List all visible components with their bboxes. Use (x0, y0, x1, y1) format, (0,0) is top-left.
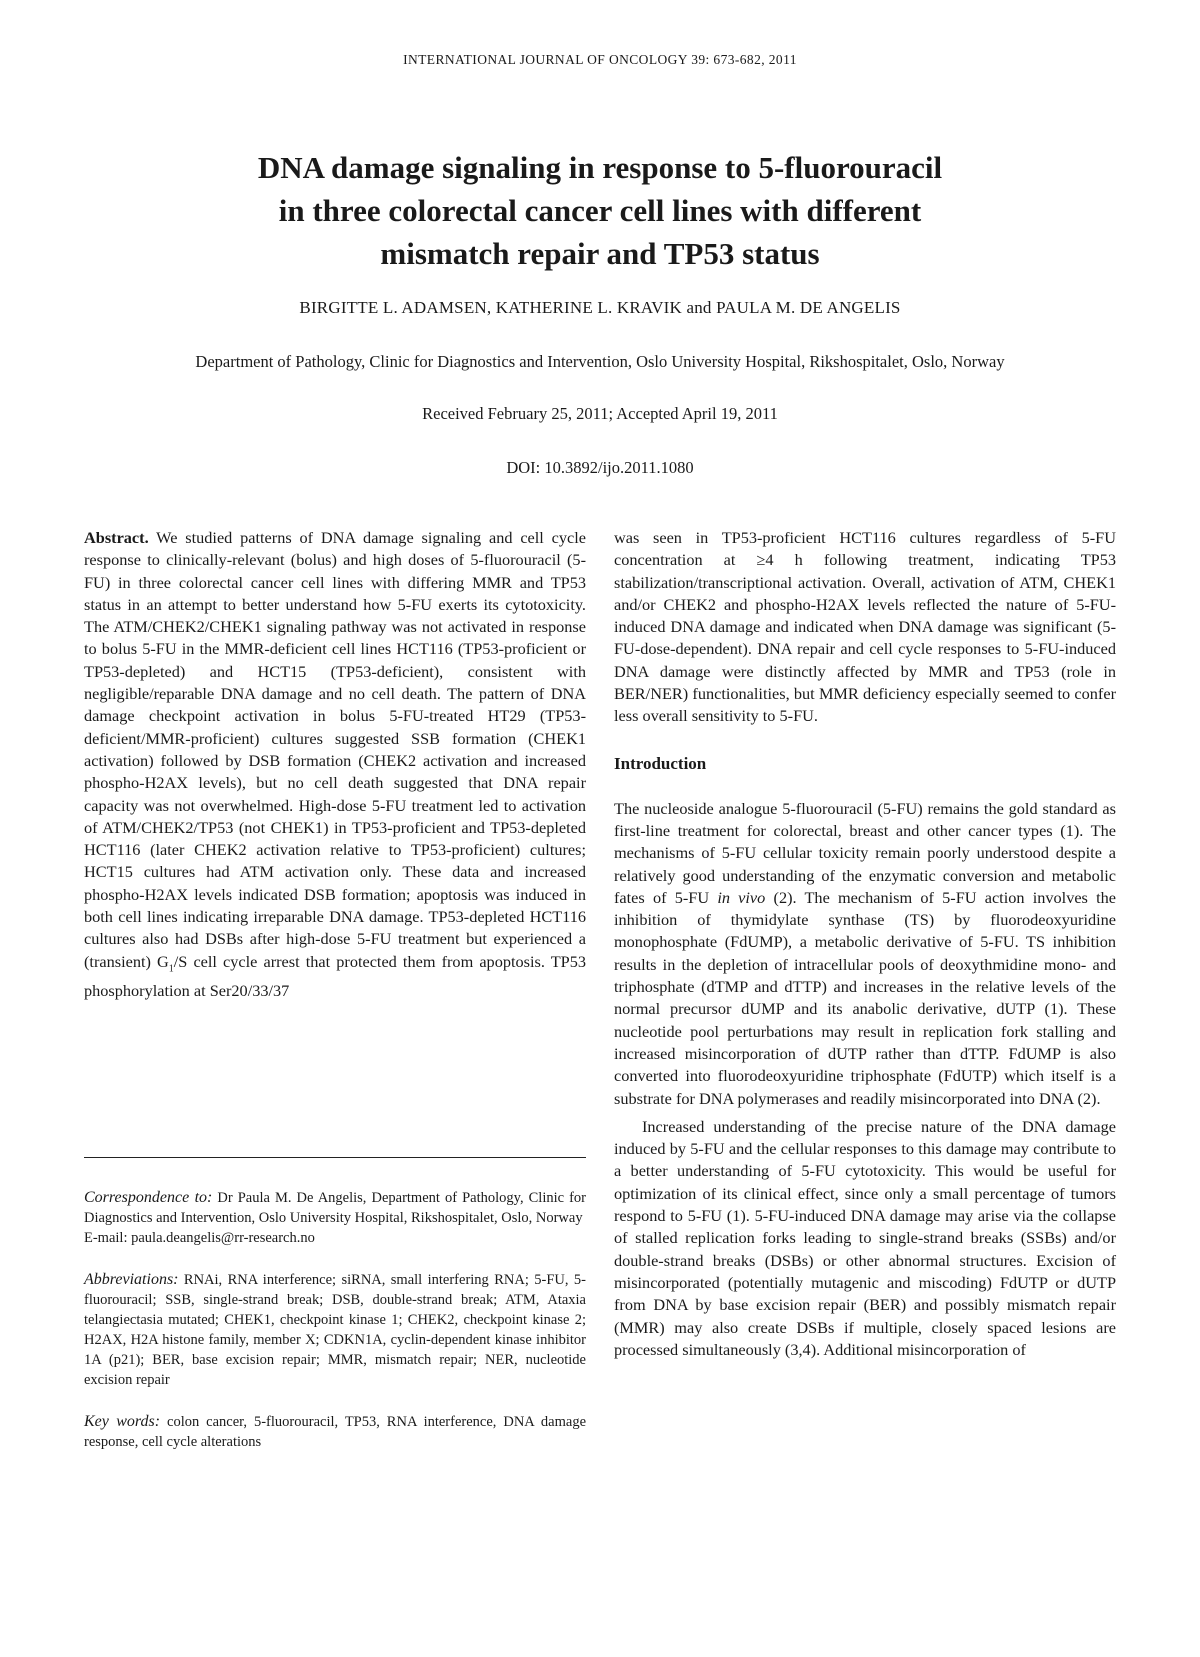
abstract-text-part2: /S cell cycle arrest that protected them from apoptosis. TP53 phosphorylation at Ser20/33/37 (84, 951, 586, 1001)
correspondence-label: Correspondence to: (84, 1189, 213, 1206)
footnote-divider (84, 1157, 586, 1158)
keywords-label: Key words: (84, 1413, 161, 1430)
right-column (614, 527, 1116, 1361)
journal-header: INTERNATIONAL JOURNAL OF ONCOLOGY 39: 673-682, 2011 (403, 52, 797, 67)
intro-text-a: The nucleoside analogue 5-fluorouracil (5-FU) remains the gold standard as first-line treatment for colorectal, breast and other cancer types (1). The mechanisms of 5-FU cellular toxicity remain poorly understood despite a relatively good understanding of the enzymatic conversion and metabolic fates of 5-FU (614, 798, 1116, 907)
title-line: mismatch repair and TP53 status (380, 236, 820, 271)
title-line: in three colorectal cancer cell lines with different (278, 193, 922, 228)
g1-subscript: 1 (168, 962, 174, 974)
abstract (84, 527, 586, 1002)
abbreviations-label: Abbreviations: (84, 1271, 179, 1288)
correspondence-email: E-mail: paula.deangelis@rr-research.no (84, 1230, 315, 1246)
received-dates: Received February 25, 2011; Accepted April 19, 2011 (422, 404, 778, 423)
introduction-paragraph-1 (614, 798, 1116, 1110)
correspondence-note (84, 1188, 586, 1248)
abstract-continuation: was seen in TP53-proficient HCT116 cultures regardless of 5-FU concentration at ≥4 h following treatment, indicating TP53 stabilization/transcriptional activation. Overall, activation of ATM, CHEK1 and/or CHEK2 and phospho-H2AX levels reflected the nature of 5-FU-induced DNA damage and indicated when DNA damage was significant (5-FU-dose-dependent). DNA repair and cell cycle responses to 5-FU-induced DNA damage were distinctly affected by MMR and TP53 (role in BER/NER) functionalities, but MMR deficiency especially seemed to confer less overall sensitivity to 5-FU. (614, 528, 1116, 726)
abbreviations-note (84, 1270, 586, 1390)
footnotes (84, 1188, 586, 1452)
correspondence-text: Dr Paula M. De Angelis, Department of Pathology, Clinic for Diagnostics and Intervention, Oslo University Hospital, Rikshospitalet, Oslo, Norway (84, 1190, 587, 1226)
introduction-heading: Introduction (614, 753, 707, 773)
affiliation: Department of Pathology, Clinic for Diagnostics and Intervention, Oslo University Hospital, Rikshospitalet, Oslo, Norway (195, 352, 1005, 371)
abbreviations-text: RNAi, RNA interference; siRNA, small interfering RNA; 5-FU, 5-fluorouracil; SSB, single-strand break; DSB, double-strand break; ATM, Ataxia telangiectasia mutated; CHEK1, checkpoint kinase 1; CHEK2, checkpoint kinase 2; H2AX, H2A histone family, member X; CDKN1A, cyclin-dependent kinase inhibitor 1A (p21); BER, base excision repair; MMR, mismatch repair; NER, nucleotide excision repair (84, 1272, 586, 1388)
keywords-note (84, 1412, 586, 1452)
doi: DOI: 10.3892/ijo.2011.1080 (506, 458, 694, 477)
author-list: BIRGITTE L. ADAMSEN, KATHERINE L. KRAVIK and PAULA M. DE ANGELIS (299, 298, 901, 317)
intro-italic: in vivo (717, 887, 766, 907)
abstract-label: Abstract. (84, 528, 149, 547)
introduction-paragraph-2: Increased understanding of the precise nature of the DNA damage induced by 5-FU and the cellular responses to this damage may contribute to a better understanding of 5-FU cytotoxicity. This would be useful for optimization of its clinical effect, since only a small percentage of tumors respond to 5-FU (1). 5-FU-induced DNA damage may arise via the collapse of stalled replication forks leading to single-strand breaks (SSBs) and/or double-strand breaks (DSBs) or other abnormal structures. Excision of misincorporated (potentially mutagenic and miscoding) FdUTP or dUTP from DNA by base excision repair (BER) and possibly mismatch repair (MMR) may also create DSBs if multiple, closely spaced lesions are processed simultaneously (3,4). Additional misincorporation of (614, 1116, 1116, 1359)
intro-text-b: (2). The mechanism of 5-FU action involves the inhibition of thymidylate synthase (TS) by fluorodeoxyuridine monophosphate (FdUMP), a metabolic derivative of 5-FU. TS inhibition results in the depletion of intracellular pools of deoxythmidine mono- and triphosphate (dTMP and dTTP) and increases in the relative levels of the normal precursor dUMP and its anabolic derivative, dUTP (1). These nucleotide pool perturbations may result in replication fork stalling and increased misincorporation of dUTP rather than dTTP. FdUMP is also converted into fluorodeoxyuridine triphosphate (FdUTP) which itself is a substrate for DNA polymerases and readily misincorporated into DNA (2). (614, 887, 1116, 1108)
keywords-text: colon cancer, 5-fluorouracil, TP53, RNA interference, DNA damage response, cell cycle alterations (84, 1414, 587, 1450)
article-title (150, 146, 1050, 275)
abstract-text-part1: We studied patterns of DNA damage signaling and cell cycle response to clinically-relevant (bolus) and high doses of 5-fluorouracil (5-FU) in three colorectal cancer cell lines with differing MMR and TP53 status in an attempt to better understand how 5-FU exerts its cytotoxicity. The ATM/CHEK2/CHEK1 signaling pathway was not activated in response to bolus 5-FU in the MMR-deficient cell lines HCT116 (TP53-proficient or TP53-depleted) and HCT15 (TP53-deficient), consistent with negligible/reparable DNA damage and no cell death. The pattern of DNA damage checkpoint activation in bolus 5-FU-treated HT29 (TP53-deficient/MMR-proficient) cultures suggested SSB formation (CHEK1 activation) followed by DSB formation (CHEK2 activation and increased phospho-H2AX levels), but no cell death suggested that DNA repair capacity was not overwhelmed. High-dose 5-FU treatment led to activation of ATM/CHEK2/TP53 (not CHEK1) in TP53-proficient and TP53-depleted HCT116 (later CHEK2 activation relative to TP53-proficient) cultures; HCT15 cultures had ATM activation only. These data and increased phospho-H2AX levels indicated DSB formation; apoptosis was induced in both cell lines indicating irreparable DNA damage. TP53-depleted HCT116 cultures also had DSBs after high-dose 5-FU treatment but experienced a (transient) G (84, 528, 586, 971)
title-line: DNA damage signaling in response to 5-fluorouracil (257, 150, 943, 185)
left-column (84, 527, 586, 1002)
